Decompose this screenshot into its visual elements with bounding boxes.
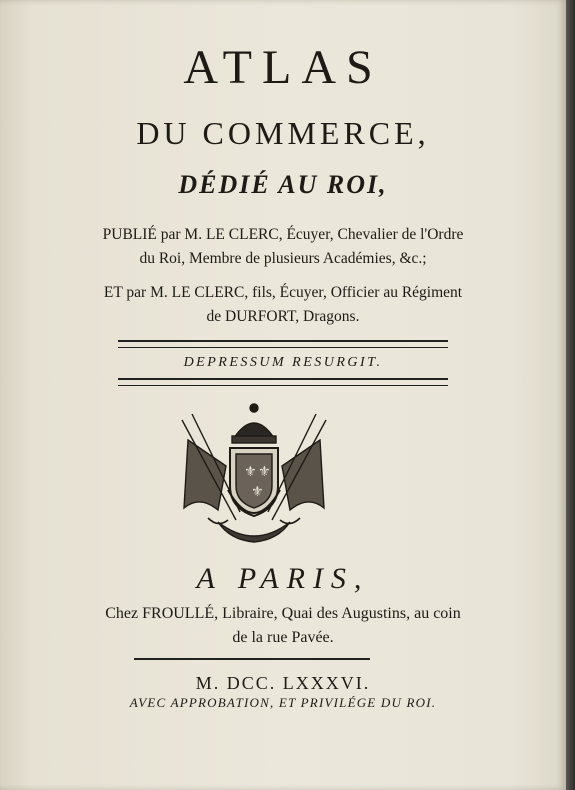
place-of-publication: A PARIS, [196,562,370,595]
rule-above-date [134,658,370,664]
coauthor-statement [0,281,566,329]
double-rule-top [118,340,448,348]
title-atlas: ATLAS [183,41,383,94]
royal-arms-emblem [178,400,330,548]
coauthor-line-1: ET par M. LE CLERC, fils, Écuyer, Officier au Régiment [103,284,463,301]
svg-text:⚜: ⚜ [251,484,264,500]
double-rule-bottom [118,378,448,386]
svg-text:⚜: ⚜ [258,464,271,480]
dedication: DÉDIÉ AU ROI, [178,170,388,199]
motto: DEPRESSUM RESURGIT. [183,355,383,370]
coauthor-line-2: de DURFORT, Dragons. [206,308,360,325]
publication-date: M. DCC. LXXXVI. [195,673,371,693]
title-du-commerce: DU COMMERCE, [136,115,430,151]
book-edge [566,0,575,790]
privilege-statement: AVEC APPROBATION, ET PRIVILÉGE DU ROI. [129,695,437,710]
bookseller-line-2: de la rue Pavée. [232,629,334,646]
publisher-line-2: du Roi, Membre de plusieurs Académies, &c.; [139,250,427,267]
svg-text:⚜: ⚜ [244,464,257,480]
bookseller-statement [0,602,566,650]
publisher-line-1: PUBLIÉ par M. LE CLERC, Écuyer, Chevalier de l'Ordre [102,226,464,243]
publisher-statement [0,223,566,271]
bookseller-line-1: Chez FROULLÉ, Libraire, Quai des Augustins, au coin [105,605,461,622]
